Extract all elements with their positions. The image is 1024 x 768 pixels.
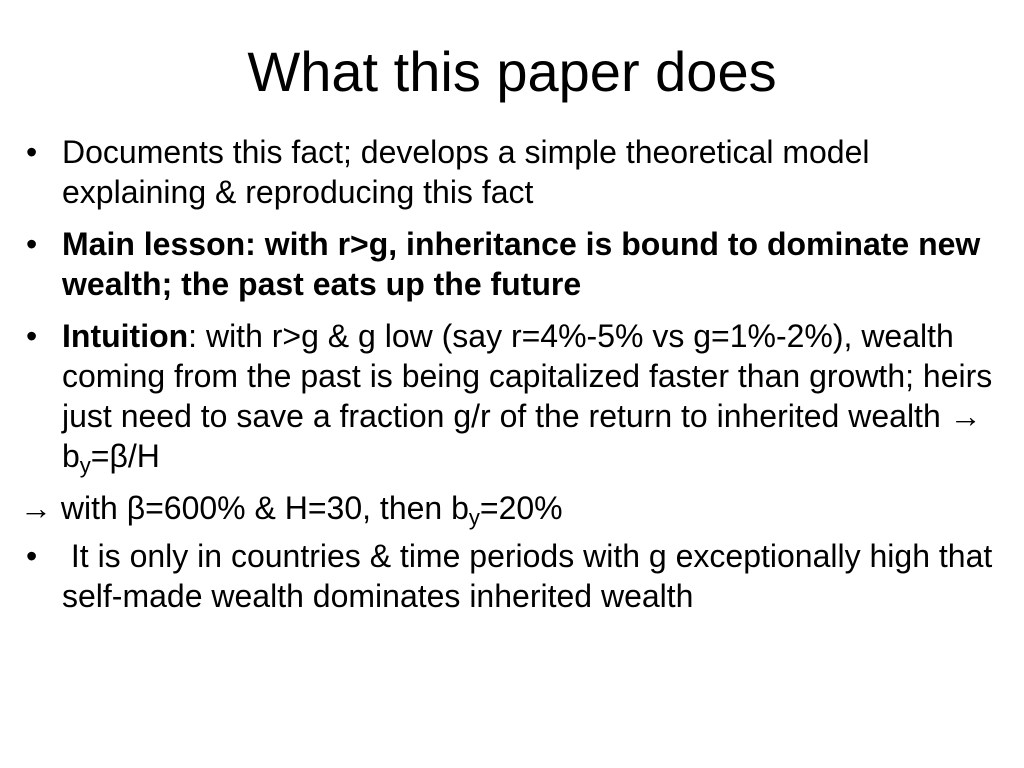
bullet-icon: • [26, 318, 38, 354]
bullet-icon: • [26, 538, 38, 574]
intuition-text: : with r>g & g low (say r=4%-5% vs g=1%-2%), wealth coming from the past is being capitalized faster than growth; heirs just need to save a fraction g/r of the return to inherited wealth → b [62, 318, 993, 474]
slide-body [20, 132, 1006, 628]
bullet-item-main-lesson [26, 224, 1006, 304]
bullet-text: It is only in countries & time periods with g exceptionally high that self-made wealth dominates inherited wealth [62, 538, 1002, 614]
bullet-icon: • [26, 226, 38, 262]
slide-title: What this paper does [247, 40, 777, 103]
bullet-text-bold: Main lesson: with r>g, inheritance is bound to dominate new wealth; the past eats up the future [62, 226, 981, 302]
intuition-formula: =β/H [90, 438, 160, 474]
arrow-text: → with β=600% & H=30, then b [20, 490, 469, 526]
bullet-text: Documents this fact; develops a simple theoretical model explaining & reproducing this fact [62, 134, 870, 210]
intuition-label: Intuition [62, 318, 189, 354]
bullet-text [62, 316, 1006, 476]
bullet-item-intuition [26, 316, 1006, 476]
arrow-line [20, 488, 1006, 528]
bullet-icon: • [26, 134, 38, 170]
bullet-item-self-made [26, 536, 1006, 616]
arrow-result: =20% [479, 490, 563, 526]
subscript-y: y [468, 505, 480, 530]
subscript-y: y [79, 453, 91, 478]
bullet-item-documents [26, 132, 1006, 212]
